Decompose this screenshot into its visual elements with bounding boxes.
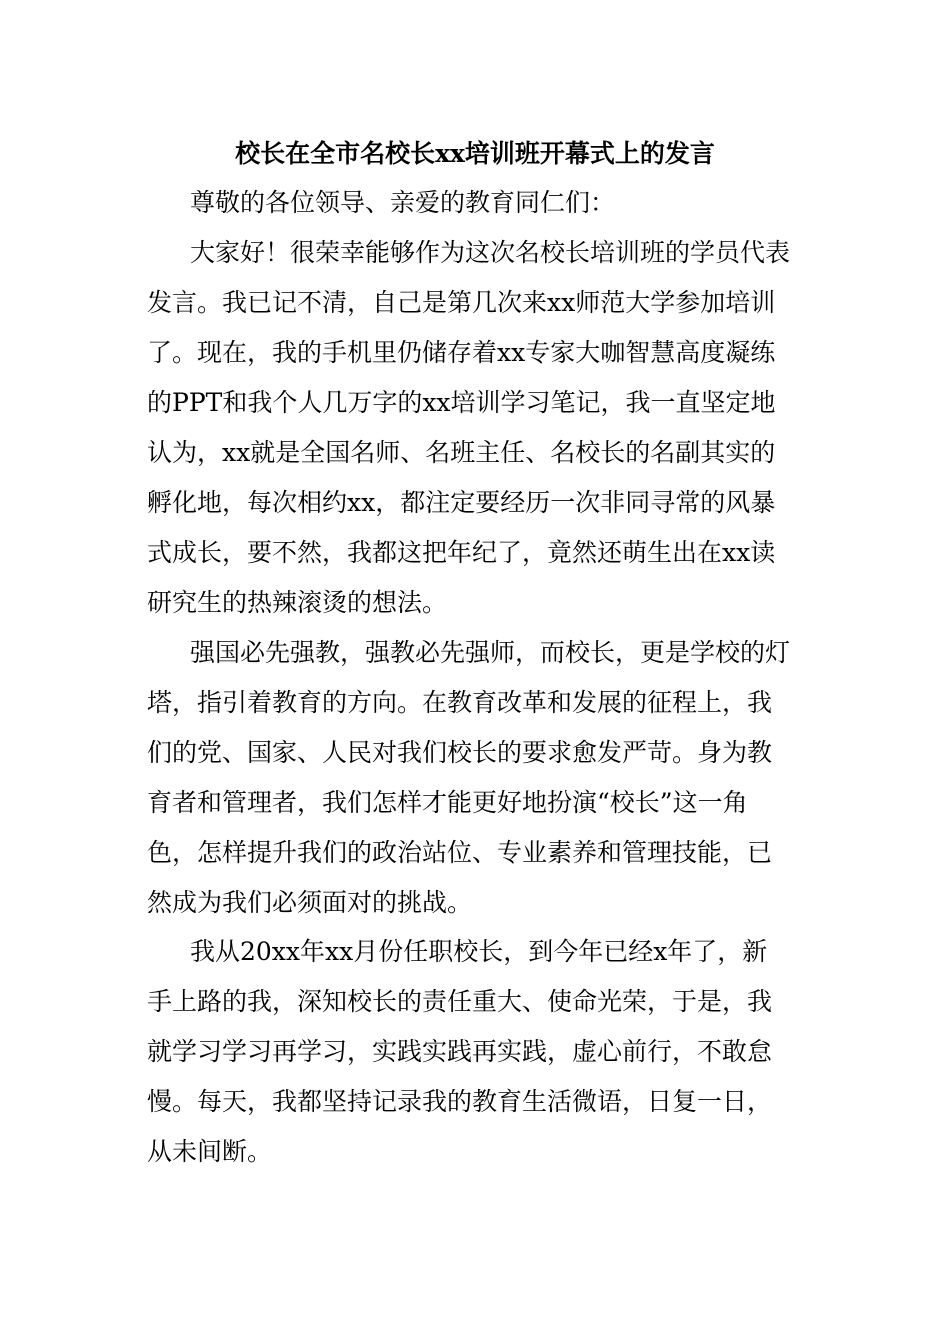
document-title: 校长在全市名校长xx培训班开幕式上的发言 — [235, 139, 715, 168]
paragraph-1-line-3: 了。现在，我的手机里仍储存着xx专家大咖智慧高度凝练 — [147, 338, 776, 367]
paragraph-1-line-7: 式成长，要不然，我都这把年纪了，竟然还萌生出在xx读 — [147, 538, 776, 567]
paragraph-1-line-6: 孵化地，每次相约xx，都注定要经历一次非同寻常的风暴 — [147, 488, 776, 517]
paragraph-2-line-5: 色，怎样提升我们的政治站位、专业素养和管理技能，已 — [147, 838, 773, 867]
paragraph-1-line-1: 大家好！很荣幸能够作为这次名校长培训班的学员代表 — [190, 238, 791, 267]
paragraph-3-line-2: 手上路的我，深知校长的责任重大、使命光荣，于是，我 — [147, 987, 773, 1016]
paragraph-3-line-4: 慢。每天，我都坚持记录我的教育生活微语，日复一日， — [147, 1087, 773, 1116]
paragraph-1-line-5: 认为，xx就是全国名师、名班主任、名校长的名副其实的 — [147, 438, 776, 467]
paragraph-2-line-6: 然成为我们必须面对的挑战。 — [147, 888, 473, 917]
paragraph-1-line-2: 发言。我已记不清，自己是第几次来xx师范大学参加培训 — [147, 288, 776, 317]
paragraph-2-line-4: 育者和管理者，我们怎样才能更好地扮演“校长”这一角 — [147, 788, 748, 817]
paragraph-2-line-3: 们的党、国家、人民对我们校长的要求愈发严苛。身为教 — [147, 738, 773, 767]
paragraph-3-line-3: 就学习学习再学习，实践实践再实践，虚心前行，不敢怠 — [147, 1037, 773, 1066]
paragraph-3-line-1: 我从20xx年xx月份任职校长，到今年已经x年了，新 — [190, 937, 768, 966]
salutation: 尊敬的各位领导、亲爱的教育同仁们： — [190, 188, 616, 217]
paragraph-1-line-4: 的PPT和我个人几万字的xx培训学习笔记，我一直坚定地 — [147, 388, 776, 417]
paragraph-1-line-8: 研究生的热辣滚烫的想法。 — [147, 588, 448, 617]
paragraph-2-line-1: 强国必先强教，强教必先强师，而校长，更是学校的灯 — [190, 638, 791, 667]
paragraph-2-line-2: 塔，指引着教育的方向。在教育改革和发展的征程上，我 — [147, 688, 773, 717]
paragraph-3-line-5: 从未间断。 — [147, 1137, 273, 1166]
